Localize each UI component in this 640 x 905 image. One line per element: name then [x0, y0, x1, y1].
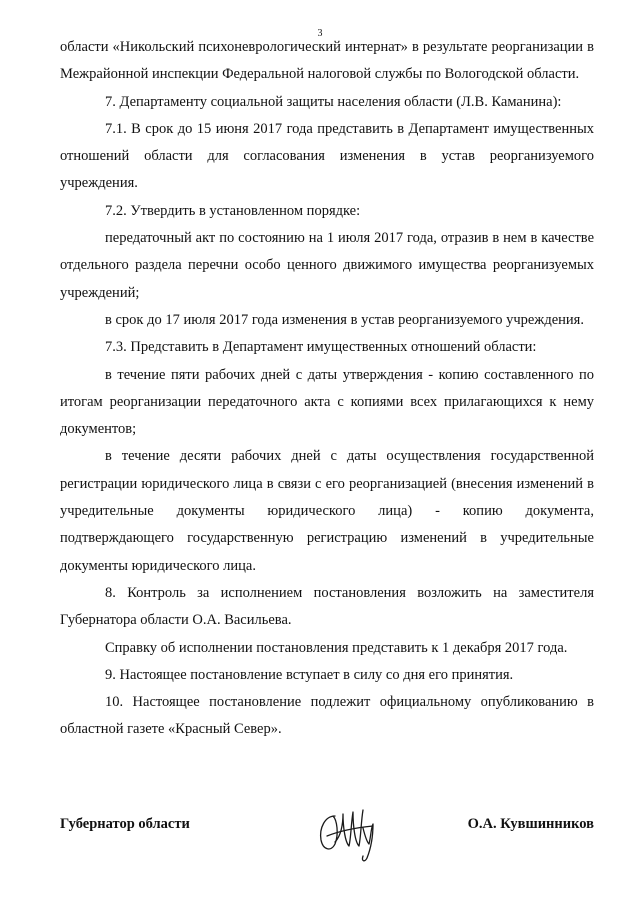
paragraph-item-10: 10. Настоящее постановление подлежит официальному опубликованию в областной газете «Красный Север». [60, 694, 594, 738]
document-body [60, 34, 594, 744]
signature-block [60, 802, 594, 862]
paragraph-item-7-2: 7.2. Утвердить в установленном порядке: [105, 202, 361, 219]
page-number: 3 [317, 28, 323, 39]
paragraph-continuation: области «Никольский психоневрологический интернат» в результате реорганизации в Межрайонной инспекции Федеральной налоговой службы по Вологодской области. [60, 39, 594, 83]
paragraph-item-7: 7. Департаменту социальной защиты населения области (Л.В. Каманина): [105, 93, 562, 110]
paragraph-ten-days: в течение десяти рабочих дней с даты осуществления государственной регистрации юридического лица в связи с его реорганизацией (внесения изменений в учредительные документы юридического лица) - копию документа, подтверждающего государственную регистрацию изменений в учредительные документы юридического лица. [60, 448, 594, 574]
paragraph-transfer-act: передаточный акт по состоянию на 1 июля 2017 года, отразив в нем в качестве отдельного раздела перечни особо ценного движимого имущества реорганизуемых учреждений; [60, 230, 594, 301]
paragraph-charter-changes: в срок до 17 июля 2017 года изменения в устав реорганизуемого учреждения. [105, 311, 584, 328]
signatory-role: Губернатор области [60, 816, 190, 832]
paragraph-item-8: 8. Контроль за исполнением постановления возложить на заместителя Губернатора области О.А. Васильева. [60, 584, 594, 629]
paragraph-five-days: в течение пяти рабочих дней с даты утверждения - копию составленного по итогам реорганизации передаточного акта с копиями всех прилагающихся к нему документов; [60, 366, 594, 438]
signatory-name: О.А. Кувшинников [467, 816, 594, 832]
paragraph-item-7-1: 7.1. В срок до 15 июня 2017 года представить в Департамент имущественных отношений области для согласования изменения в устав реорганизуемого учреждения. [60, 120, 594, 192]
paragraph-item-9: 9. Настоящее постановление вступает в силу со дня его принятия. [105, 666, 514, 683]
paragraph-item-7-3: 7.3. Представить в Департамент имущественных отношений области: [105, 339, 537, 356]
paragraph-report: Справку об исполнении постановления представить к 1 декабря 2017 года. [105, 639, 568, 656]
handwritten-signature-icon [313, 802, 388, 862]
